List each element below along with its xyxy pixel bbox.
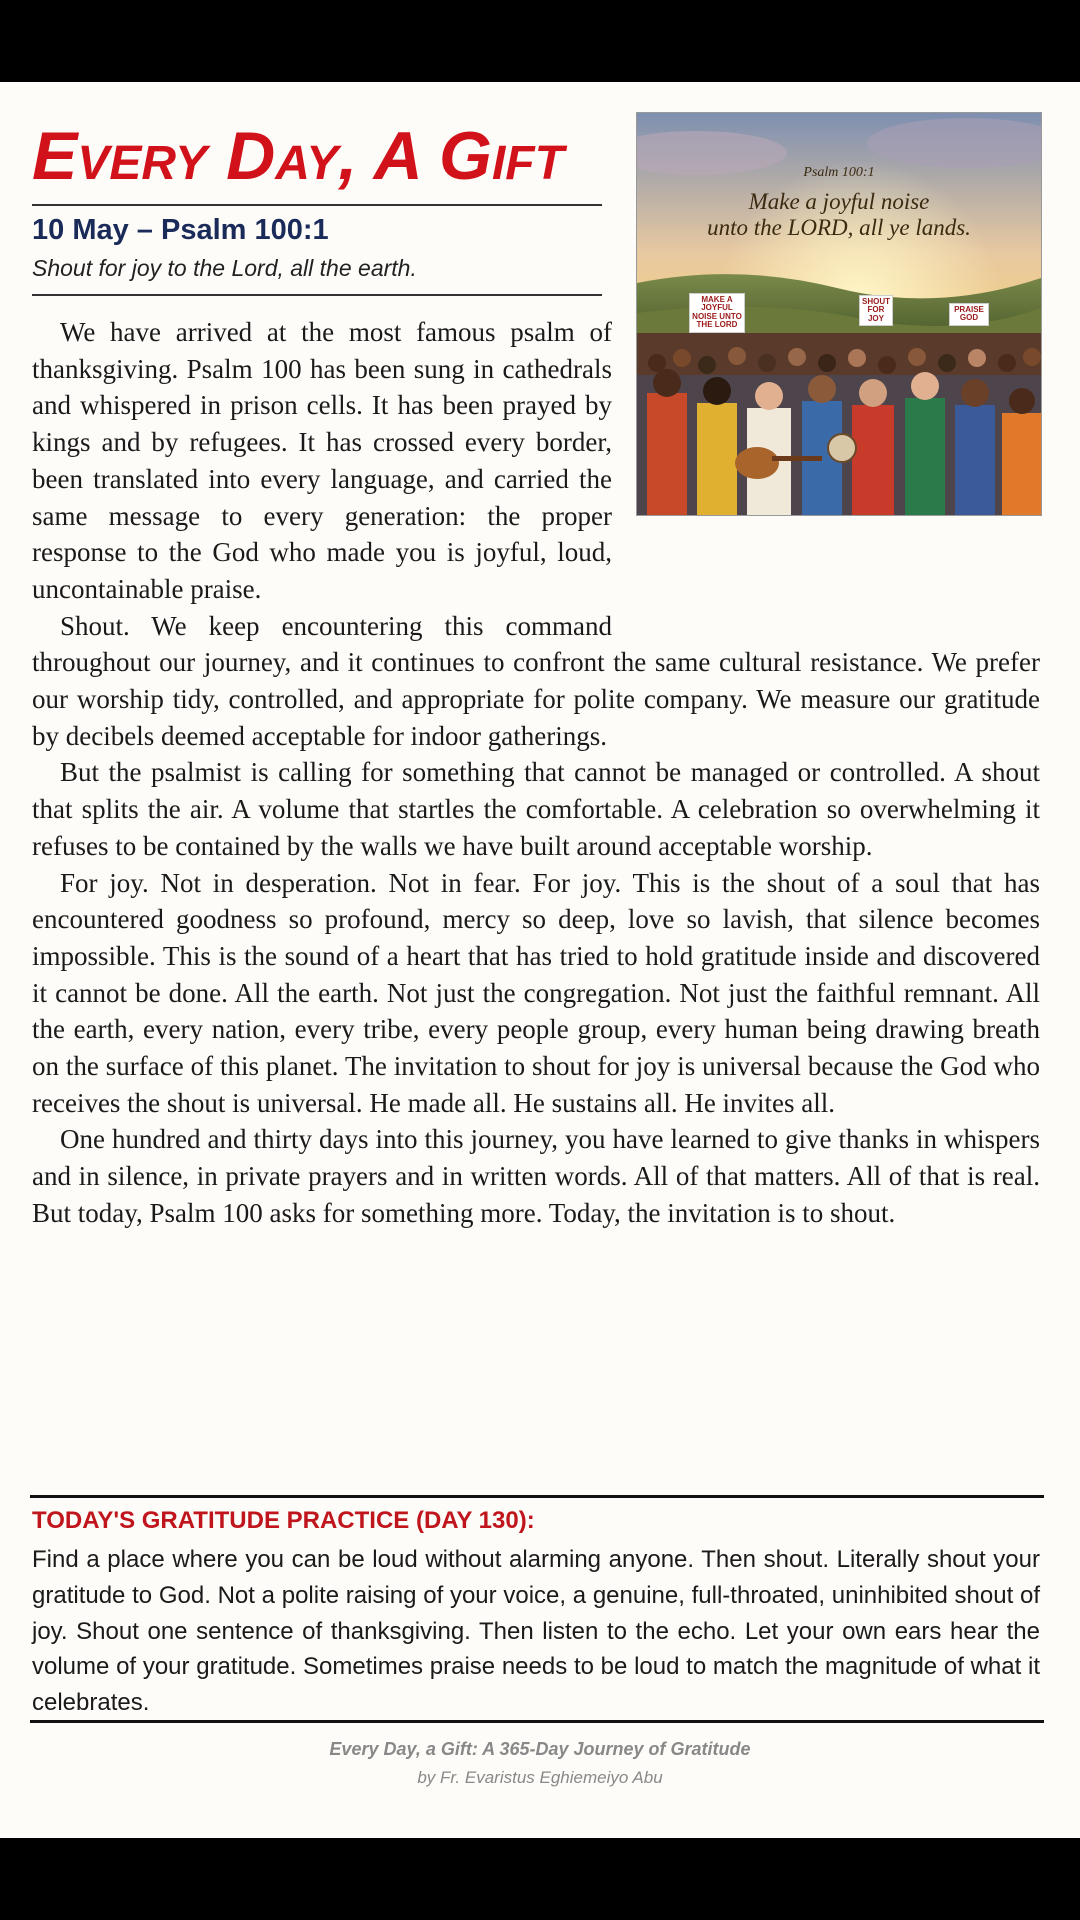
practice-bottom-rule <box>30 1720 1044 1723</box>
verse-text: Shout for joy to the Lord, all the earth. <box>32 255 417 281</box>
image-caption: Make a joyful noise unto the LORD, all ye lands. <box>707 189 971 241</box>
title-divider <box>32 204 602 206</box>
sign-center: SHOUT FOR JOY <box>859 295 893 326</box>
practice-top-rule <box>30 1495 1044 1498</box>
image-float-spacer <box>612 314 1040 610</box>
verse-divider <box>32 294 602 296</box>
image-caption-ref: Psalm 100:1 <box>803 165 875 180</box>
bottom-black-bar <box>0 1838 1080 1920</box>
body-paragraph: For joy. Not in desperation. Not in fear. For joy. This is the shout of a soul that has encountered goodness so profound, mercy so deep, love so lavish, that silence becomes impossible. This is the sound of a heart that has tried to hold gratitude inside and discovered it cannot be done. All the earth. Not just the congregation. Not just the faithful remnant. All the earth, every nation, every tribe, every people group, every human being drawing breath on the surface of this planet. The invitation to shout for joy is universal because the God who receives the shout is universal. He made all. He sustains all. He invites all. <box>32 867 1040 1118</box>
page-title: Every Day, A Gift <box>32 118 564 194</box>
top-black-bar <box>0 0 1080 82</box>
sign-left: MAKE A JOYFUL NOISE UNTO THE LORD <box>689 293 745 333</box>
footer-author: by Fr. Evaristus Eghiemeiyo Abu <box>417 1768 663 1787</box>
sign-right: PRAISE GOD <box>949 303 989 326</box>
practice-text: Find a place where you can be loud without alarming anyone. Then shout. Literally shout your gratitude to God. Not a polite raising of your voice, a genuine, full-throated, uninhibited shout of joy. Shout one sentence of thanksgiving. Then listen to the echo. Let your own ears hear the volume of your gratitude. Sometimes praise needs to be loud to match the magnitude of what it celebrates. <box>32 1546 1040 1717</box>
devotional-body <box>32 314 1040 1232</box>
body-paragraph: One hundred and thirty days into this journey, you have learned to give thanks in whispers and in silence, in private prayers and in written words. All of that matters. All of that is real. But today, Psalm 100 asks for something more. Today, the invitation is to shout. <box>32 1124 1040 1228</box>
body-paragraph: Shout. We keep encountering this command throughout our journey, and it continues to confront the same cultural resistance. We prefer our worship tidy, controlled, and appropriate for polite company. We measure our gratitude by decibels deemed acceptable for indoor gatherings. <box>32 610 1040 751</box>
body-paragraph: We have arrived at the most famous psalm of thanksgiving. Psalm 100 has been sung in cathedrals and whispered in prison cells. It has been prayed by kings and by refugees. It has crossed every border, been translated into every language, and carried the same message to every generation: the proper response to the God who made you is joyful, loud, uncontainable praise. <box>32 317 612 604</box>
footer-book-title: Every Day, a Gift: A 365-Day Journey of Gratitude <box>329 1739 751 1759</box>
body-paragraph: But the psalmist is calling for something that cannot be managed or controlled. A shout that splits the air. A volume that startles the comfortable. A celebration so overwhelming it refuses to be contained by the walls we have built around acceptable worship. <box>32 757 1040 861</box>
devotional-page <box>0 82 1080 1838</box>
date-line: 10 May – Psalm 100:1 <box>32 214 329 246</box>
practice-heading: TODAY'S GRATITUDE PRACTICE (DAY 130): <box>32 1507 535 1534</box>
